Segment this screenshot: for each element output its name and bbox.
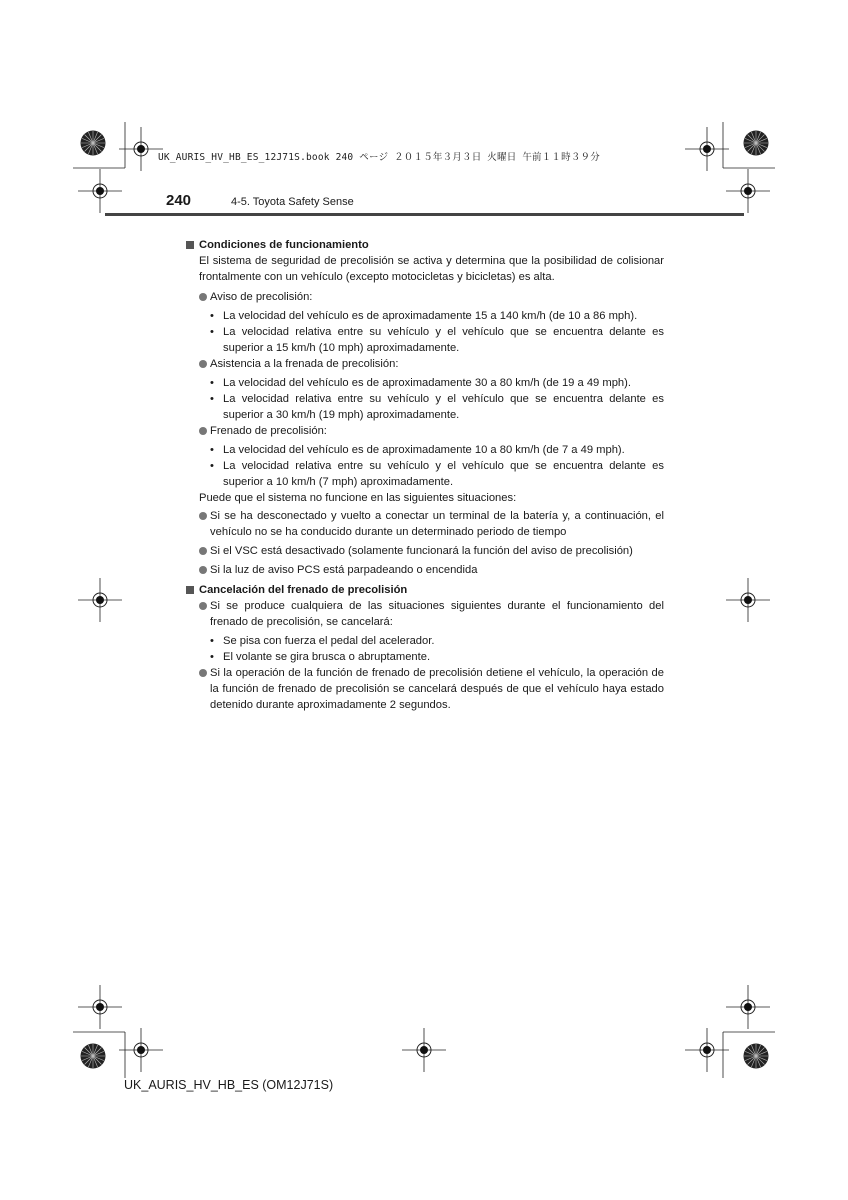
section-heading-text: Condiciones de funcionamiento xyxy=(199,239,369,251)
circle-bullet-icon xyxy=(199,512,207,520)
intro-paragraph: El sistema de seguridad de precolisión se activa y determina que la posibilidad de colisionar frontalmente con un vehículo (excepto motocicletas y bicicletas) es alta. xyxy=(199,255,664,283)
section-heading xyxy=(186,237,664,253)
list-item xyxy=(186,423,664,439)
sub-list-item-text: La velocidad del vehículo es de aproximadamente 30 a 80 km/h (de 19 a 49 mph). xyxy=(223,377,631,389)
sub-list-item: • La velocidad del vehículo es de aproximadamente 15 a 140 km/h (de 10 a 86 mph). xyxy=(210,310,638,322)
sub-list xyxy=(186,633,664,665)
list-item xyxy=(186,598,664,630)
item-label: Aviso de precolisión: xyxy=(210,291,313,303)
circle-bullet-icon xyxy=(199,566,207,574)
circle-bullet-icon xyxy=(199,293,207,301)
list-item xyxy=(186,562,664,578)
circle-bullet-icon xyxy=(199,427,207,435)
item-label: Si se produce cualquiera de las situaciones siguientes durante el funcionamiento del frenado de precolisión, se cancelará: xyxy=(210,600,664,628)
sub-list-item: • La velocidad relativa entre su vehículo y el vehículo que se encuentra delante es superior a 10 km/h (7 mph) aproximadamente. xyxy=(210,460,664,488)
situation-text: Si la luz de aviso PCS está parpadeando o encendida xyxy=(210,564,478,576)
circle-bullet-icon xyxy=(199,669,207,677)
list-item xyxy=(186,508,664,540)
list-item xyxy=(186,665,664,713)
list-item xyxy=(186,356,664,372)
list-item xyxy=(186,543,664,559)
page-content xyxy=(186,237,664,716)
section-heading-text: Cancelación del frenado de precolisión xyxy=(199,584,408,596)
situation-text: Si el VSC está desactivado (solamente funcionará la función del aviso de precolisión) xyxy=(210,545,633,557)
sub-list-item: • La velocidad del vehículo es de aproximadamente 10 a 80 km/h (de 7 a 49 mph). xyxy=(210,444,625,456)
sub-list xyxy=(186,375,664,423)
sub-list-item-text: La velocidad relativa entre su vehículo y el vehículo que se encuentra delante es superior a 30 km/h (19 mph) aproximadamente. xyxy=(223,393,664,421)
item-label: Asistencia a la frenada de precolisión: xyxy=(210,358,399,370)
sub-list-item: • La velocidad del vehículo es de aproximadamente 30 a 80 km/h (de 19 a 49 mph). xyxy=(210,377,631,389)
square-bullet-icon xyxy=(186,586,194,594)
item-label: Frenado de precolisión: xyxy=(210,425,327,437)
page-number: 240 xyxy=(166,192,192,209)
section-heading xyxy=(186,582,664,598)
item-label: Si la operación de la función de frenado de precolisión detiene el vehículo, la operación de la función de frenado de precolisión se cancelará después de que el vehículo haya estado detenido durante aproximadamente 2 segundos. xyxy=(210,667,664,711)
square-bullet-icon xyxy=(186,241,194,249)
print-header: UK_AURIS_HV_HB_ES_12J71S.book 240 ページ ２０１５年３月３日 火曜日 午前１１時３９分 xyxy=(158,152,600,163)
note-text: Puede que el sistema no funcione en las siguientes situaciones: xyxy=(199,492,517,504)
sub-list-item-text: La velocidad relativa entre su vehículo y el vehículo que se encuentra delante es superior a 15 km/h (10 mph) aproximadamente. xyxy=(223,326,664,354)
sub-list-item-text: La velocidad del vehículo es de aproximadamente 10 a 80 km/h (de 7 a 49 mph). xyxy=(223,444,625,456)
section-title: 4-5. Toyota Safety Sense xyxy=(231,196,354,208)
sub-list-item: • La velocidad relativa entre su vehículo y el vehículo que se encuentra delante es superior a 30 km/h (19 mph) aproximadamente. xyxy=(210,393,664,421)
sub-list-item-text: Se pisa con fuerza el pedal del acelerador. xyxy=(223,635,435,647)
sub-list-item: • El volante se gira brusca o abruptamente. xyxy=(210,651,431,663)
sub-list-item-text: La velocidad del vehículo es de aproximadamente 15 a 140 km/h (de 10 a 86 mph). xyxy=(223,310,638,322)
situation-text: Si se ha desconectado y vuelto a conectar un terminal de la batería y, a continuación, el vehículo no se ha conducido durante un determinado periodo de tiempo xyxy=(210,510,664,538)
sub-list xyxy=(186,308,664,356)
sub-list-item-text: El volante se gira brusca o abruptamente. xyxy=(223,651,431,663)
footer-code: UK_AURIS_HV_HB_ES (OM12J71S) xyxy=(124,1078,334,1092)
sub-list xyxy=(186,442,664,490)
circle-bullet-icon xyxy=(199,602,207,610)
circle-bullet-icon xyxy=(199,360,207,368)
list-item xyxy=(186,289,664,305)
sub-list-item: • La velocidad relativa entre su vehículo y el vehículo que se encuentra delante es superior a 15 km/h (10 mph) aproximadamente. xyxy=(210,326,664,354)
circle-bullet-icon xyxy=(199,547,207,555)
sub-list-item-text: La velocidad relativa entre su vehículo y el vehículo que se encuentra delante es superior a 10 km/h (7 mph) aproximadamente. xyxy=(223,460,664,488)
header-rule xyxy=(105,213,744,216)
sub-list-item: • Se pisa con fuerza el pedal del acelerador. xyxy=(210,635,435,647)
